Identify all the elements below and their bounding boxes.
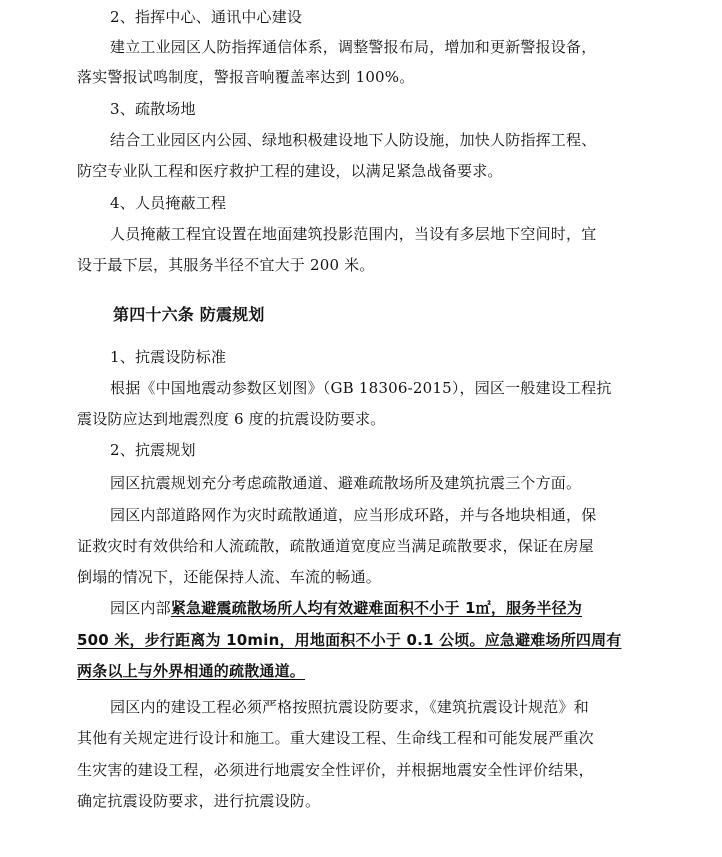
paragraph-line: 根据《中国地震动参数区划图》（GB 18306-2015），园区一般建设工程抗	[110, 379, 612, 397]
paragraph-line: 建立工业园区人防指挥通信体系，调整警报布局，增加和更新警报设备，	[110, 38, 597, 56]
emphasized-line: 两条以上与外界相通的疏散通道。	[77, 662, 306, 680]
subheading-command-center: 2、指挥中心、通讯中心建设	[110, 8, 303, 26]
paragraph-line: 园区内部道路网作为灾时疏散通道，应当形成环路，并与各地块相通，保	[110, 506, 597, 524]
paragraph-line: 证救灾时有效供给和人流疏散，疏散通道宽度应当满足疏散要求，保证在房屋	[77, 537, 594, 555]
section-heading: 第四十六条 防震规划	[113, 305, 265, 324]
plain-text: 园区内部	[110, 599, 171, 617]
subheading-evacuation: 3、疏散场地	[110, 100, 196, 118]
paragraph-line: 园区内的建设工程必须严格按照抗震设防要求，《建筑抗震设计规范》和	[110, 698, 589, 716]
paragraph-line: 倒塌的情况下，还能保持人流、车流的畅通。	[77, 568, 382, 586]
paragraph-line: 结合工业园区内公园、绿地积极建设地下人防设施，加快人防指挥工程、	[110, 131, 597, 149]
paragraph-line: 震设防应达到地震烈度 6 度的抗震设防要求。	[77, 410, 386, 428]
subheading-standard: 1、抗震设防标准	[110, 348, 227, 366]
paragraph-line: 生灾害的建设工程，必须进行地震安全性评价，并根据地震安全性评价结果，	[77, 761, 594, 779]
subheading-planning: 2、抗震规划	[110, 441, 196, 459]
paragraph-line: 落实警报试鸣制度，警报音响覆盖率达到 100%。	[77, 68, 415, 86]
paragraph-line: 人员掩蔽工程宜设置在地面建筑投影范围内，当设有多层地下空间时，宜	[110, 225, 597, 243]
emphasized-text: 紧急避震疏散场所人均有效避难面积不小于 1㎡，服务半径为	[170, 599, 583, 617]
emphasized-line: 500 米，步行距离为 10min，用地面积不小于 0.1 公顷。应急避难场所四周有	[77, 631, 622, 649]
paragraph-line: 园区抗震规划充分考虑疏散通道、避难疏散场所及建筑抗震三个方面。	[110, 474, 582, 492]
paragraph-line: 其他有关规定进行设计和施工。重大建设工程、生命线工程和可能发展严重次	[77, 729, 594, 747]
paragraph-line-mixed	[110, 597, 582, 619]
paragraph-line: 确定抗震设防要求，进行抗震设防。	[77, 792, 321, 810]
paragraph-line: 防空专业队工程和医疗救护工程的建设，以满足紧急战备要求。	[77, 162, 503, 180]
paragraph-line: 设于最下层，其服务半径不宜大于 200 米。	[77, 256, 375, 274]
subheading-shelter: 4、人员掩蔽工程	[110, 194, 227, 212]
